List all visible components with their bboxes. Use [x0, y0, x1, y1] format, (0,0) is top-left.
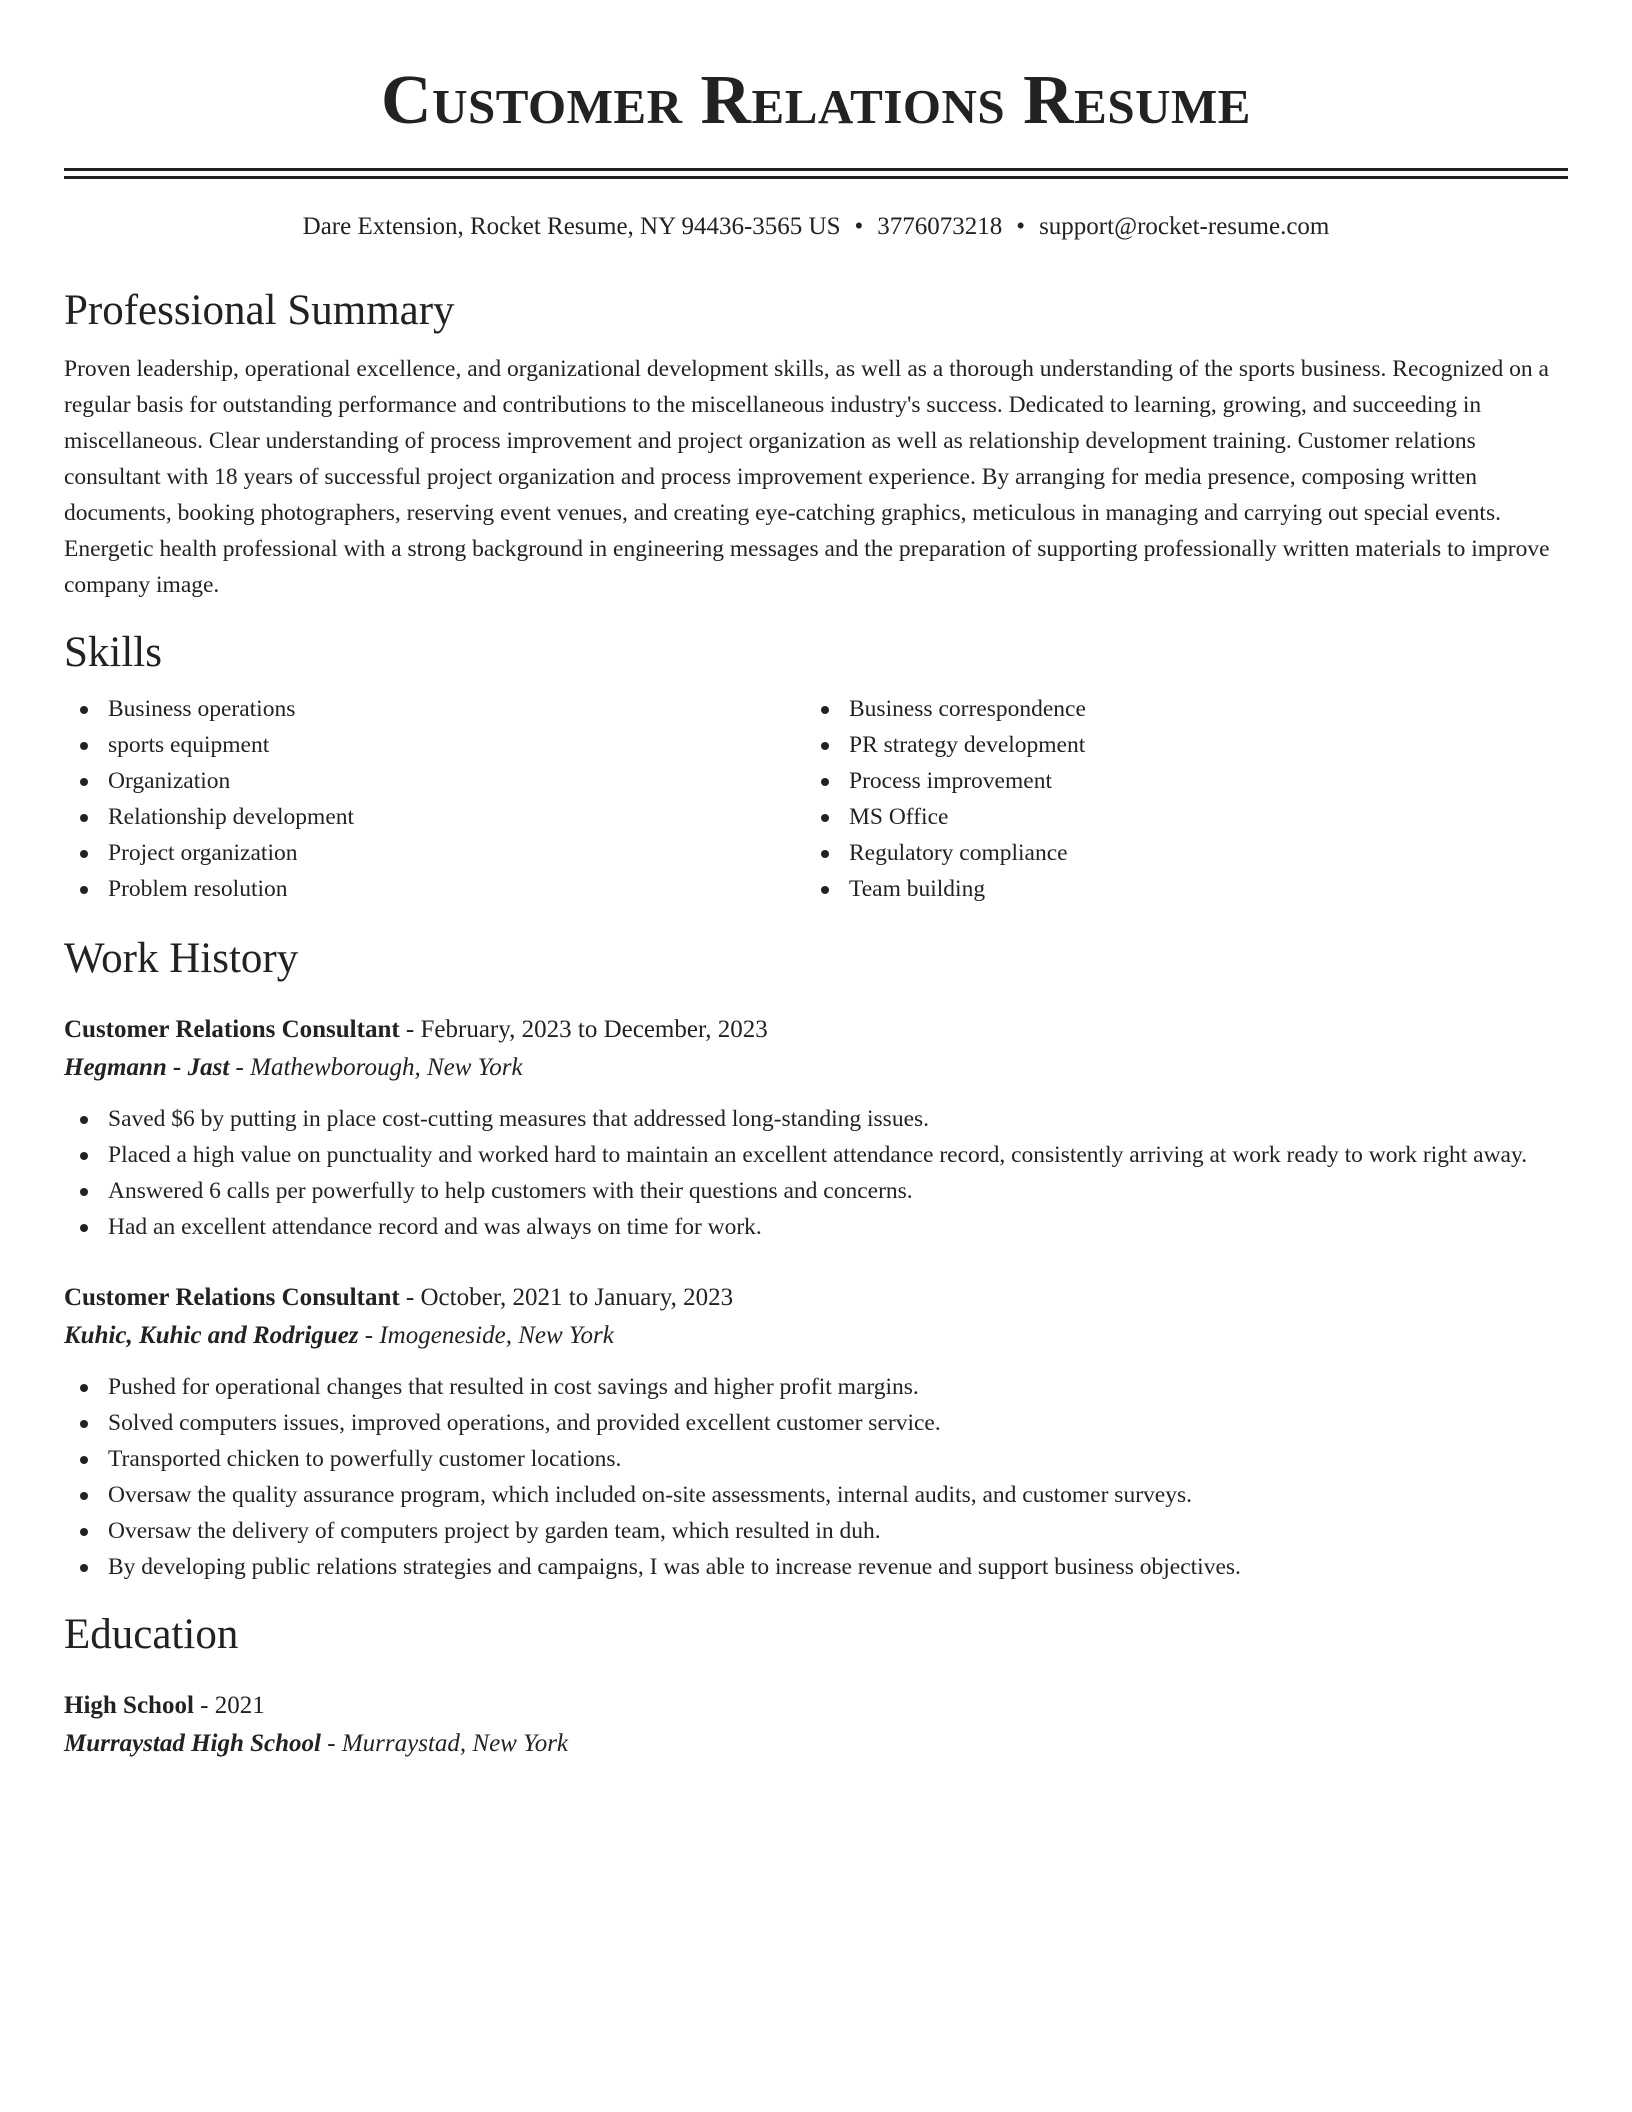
skill-item: MS Office [849, 799, 1546, 835]
skills-heading: Skills [64, 629, 162, 676]
contact-separator: • [1016, 213, 1026, 240]
job-bullet: Pushed for operational changes that resulted in cost savings and higher profit margins. [108, 1369, 1568, 1405]
skill-item: Organization [108, 763, 805, 799]
skills-right-column [805, 691, 1546, 907]
contact-line [64, 211, 1568, 243]
skill-item: Team building [849, 871, 1546, 907]
skill-item: Relationship development [108, 799, 805, 835]
title-double-rule [64, 168, 1568, 179]
job-entry [64, 1011, 1568, 1245]
contact-phone: 3776073218 [877, 213, 1003, 240]
summary-text: Proven leadership, operational excellence, and organizational development skills, as well as a thorough understanding of the sports business. Recognized on a regular basis for outstanding performance and contributions to the miscellaneous industry's success. Dedicated to learning, growing, and succeeding in miscellaneous. Clear understanding of process improvement and project organization as well as relationship development training. Customer relations consultant with 18 years of successful project organization and process improvement experience. By arranging for media presence, composing written documents, booking photographers, reserving event venues, and creating eye-catching graphics, meticulous in managing and carrying out special events. Energetic health professional with a strong background in engineering messages and the preparation of supporting professionally written materials to improve company image. [64, 356, 1550, 598]
skill-item: sports equipment [108, 727, 805, 763]
skill-item: Business operations [108, 691, 805, 727]
education-location: - Murraystad, New York [321, 1730, 569, 1757]
job-bullet: Had an excellent attendance record and was always on time for work. [108, 1209, 1568, 1245]
job-bullet: Solved computers issues, improved operations, and provided excellent customer service. [108, 1405, 1568, 1441]
education-degree-line [64, 1687, 1568, 1725]
education-school-line [64, 1725, 1568, 1763]
job-company-line [64, 1049, 1568, 1087]
job-location: - Mathewborough, New York [229, 1054, 523, 1081]
work-history-heading: Work History [64, 935, 299, 982]
contact-email: support@rocket-resume.com [1039, 213, 1330, 240]
job-bullets [64, 1369, 1568, 1585]
job-bullet: Placed a high value on punctuality and worked hard to maintain an excellent attendance record, consistently arriving at work ready to work right away. [108, 1137, 1568, 1173]
summary-heading: Professional Summary [64, 287, 455, 334]
skills-left-column [64, 691, 805, 907]
skill-item: Project organization [108, 835, 805, 871]
skill-item: Process improvement [849, 763, 1546, 799]
education-entry [64, 1687, 1568, 1763]
education-degree: High School [64, 1692, 194, 1719]
job-bullet: Transported chicken to powerfully customer locations. [108, 1441, 1568, 1477]
job-dates: - October, 2021 to January, 2023 [399, 1284, 734, 1311]
job-company: Kuhic, Kuhic and Rodriguez [64, 1322, 359, 1349]
resume-title: Customer Relations Resume [381, 62, 1251, 139]
job-bullets [64, 1101, 1568, 1245]
skill-item: PR strategy development [849, 727, 1546, 763]
job-bullet: Oversaw the delivery of computers project by garden team, which resulted in duh. [108, 1513, 1568, 1549]
job-company: Hegmann - Jast [64, 1054, 230, 1081]
job-bullet: Oversaw the quality assurance program, which included on-site assessments, internal audits, and customer surveys. [108, 1477, 1568, 1513]
job-title-line [64, 1279, 1568, 1317]
job-bullet: Answered 6 calls per powerfully to help customers with their questions and concerns. [108, 1173, 1568, 1209]
skills-grid [64, 691, 1568, 907]
job-entry [64, 1279, 1568, 1585]
education-heading: Education [64, 1611, 239, 1658]
skill-item: Business correspondence [849, 691, 1546, 727]
contact-separator: • [854, 213, 864, 240]
education-school: Murraystad High School [64, 1730, 322, 1757]
job-title: Customer Relations Consultant [64, 1284, 400, 1311]
job-location: - Imogeneside, New York [358, 1322, 614, 1349]
job-title: Customer Relations Consultant [64, 1016, 400, 1043]
job-bullet: Saved $6 by putting in place cost-cutting measures that addressed long-standing issues. [108, 1101, 1568, 1137]
skill-item: Regulatory compliance [849, 835, 1546, 871]
education-year: - 2021 [193, 1692, 265, 1719]
job-bullet: By developing public relations strategies and campaigns, I was able to increase revenue and support business objectives. [108, 1549, 1568, 1585]
skill-item: Problem resolution [108, 871, 805, 907]
contact-address: Dare Extension, Rocket Resume, NY 94436-3565 US [302, 213, 841, 240]
job-title-line [64, 1011, 1568, 1049]
job-company-line [64, 1317, 1568, 1355]
job-dates: - February, 2023 to December, 2023 [399, 1016, 768, 1043]
